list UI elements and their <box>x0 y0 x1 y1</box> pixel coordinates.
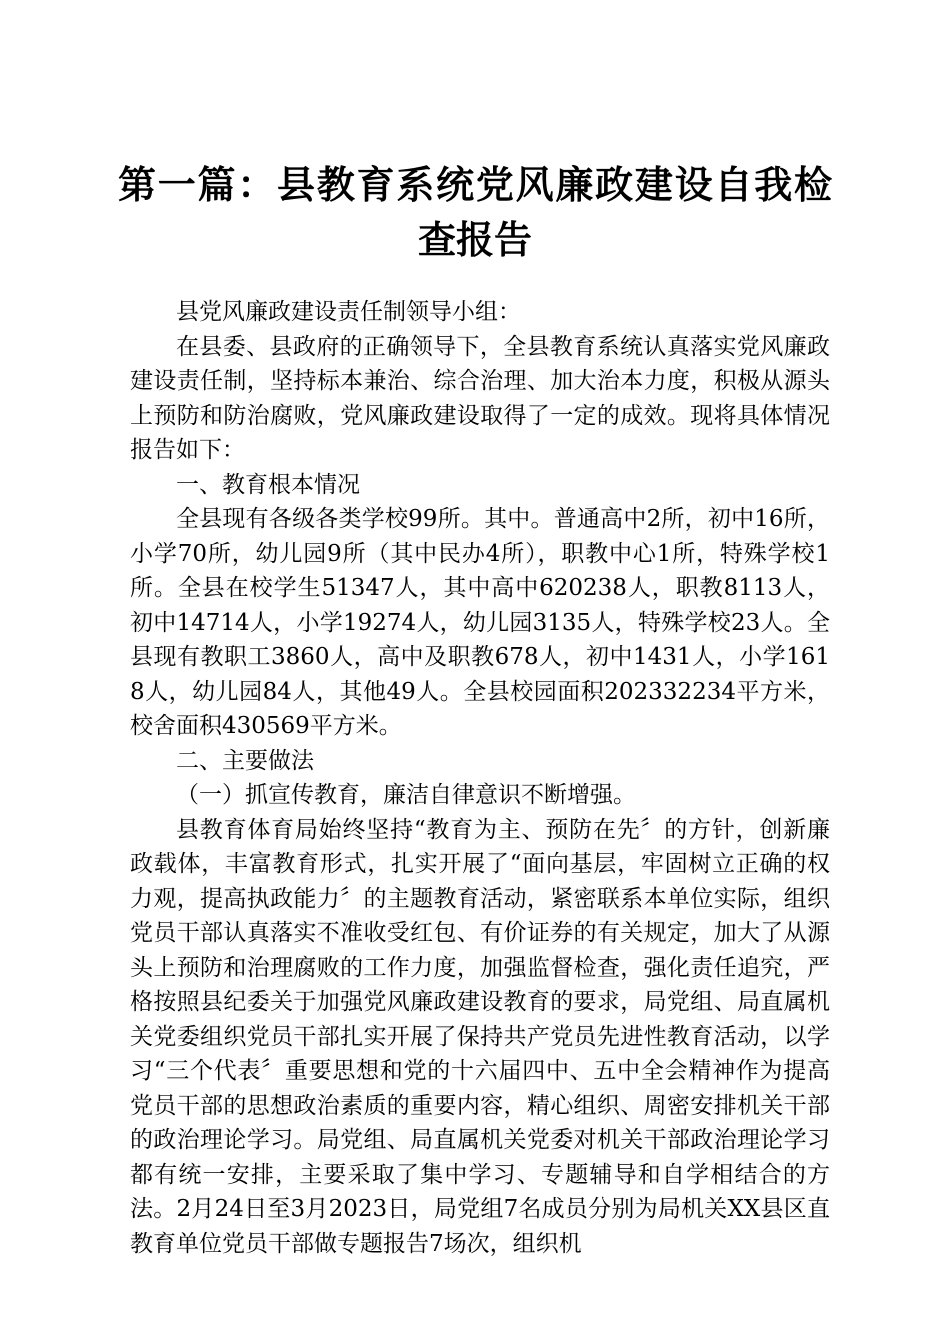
education-paragraph: 县教育体育局始终坚持“教育为主、预防在先〞的方针，创新廉政载体，丰富教育形式，扎实开展了“面向基层，牢固树立正确的权力观，提高执政能力〞的主题教育活动，紧密联系本单位实际，组织党员干部认真落实不准收受红包、有价证券的有关规定，加大了从源头上预防和治理腐败的工作力度，加强监督检查，强化责任追究，严格按照县纪委关于加强党风廉政建设教育的要求，局党组、局直属机关党委组织党员干部扎实开展了保持共产党员先进性教育活动，以学习“三个代表〞重要思想和党的十六届四中、五中全会精神作为提高党员干部的思想政治素质的重要内容，精心组织、周密安排机关干部的政治理论学习。局党组、局直属机关党委对机关干部政治理论学习都有统一安排，主要采取了集中学习、专题辅导和自学相结合的方法。2月24日至3月2023日，局党组7名成员分别为局机关XX县区直教育单位党员干部做专题报告7场次，组织机 <box>130 816 830 1257</box>
basic-info-paragraph: 全县现有各级各类学校99所。其中。普通高中2所，初中16所，小学70所，幼儿园9所（其中民办4所），职教中心1所，特殊学校1所。全县在校学生51347人，其中高中620238人，职教8113人，初中14714人，小学19274人，幼儿园3135人，特殊学校23人。全县现有教职工3860人，高中及职教678人，初中1431人，小学1618人，幼儿园84人，其他49人。全县校园面积202332234平方米，校舍面积430569平方米。 <box>130 506 830 739</box>
subsection-heading-education: （一）抓宣传教育，廉洁自律意识不断增强。 <box>176 782 636 808</box>
section-heading-main-practices: 二、主要做法 <box>176 747 314 774</box>
document-body <box>130 295 830 1261</box>
section-heading-basic-info: 一、教育根本情况 <box>176 471 360 498</box>
document-title: 第一篇：县教育系统党风廉政建设自我检查报告 <box>118 163 832 262</box>
salutation: 县党风廉政建设责任制领导小组： <box>176 299 521 325</box>
intro-paragraph: 在县委、县政府的正确领导下，全县教育系统认真落实党风廉政建设责任制，坚持标本兼治、综合治理、加大治本力度，积极从源头上预防和防治腐败，党风廉政建设取得了一定的成效。现将具体情况报告如下： <box>130 333 830 463</box>
